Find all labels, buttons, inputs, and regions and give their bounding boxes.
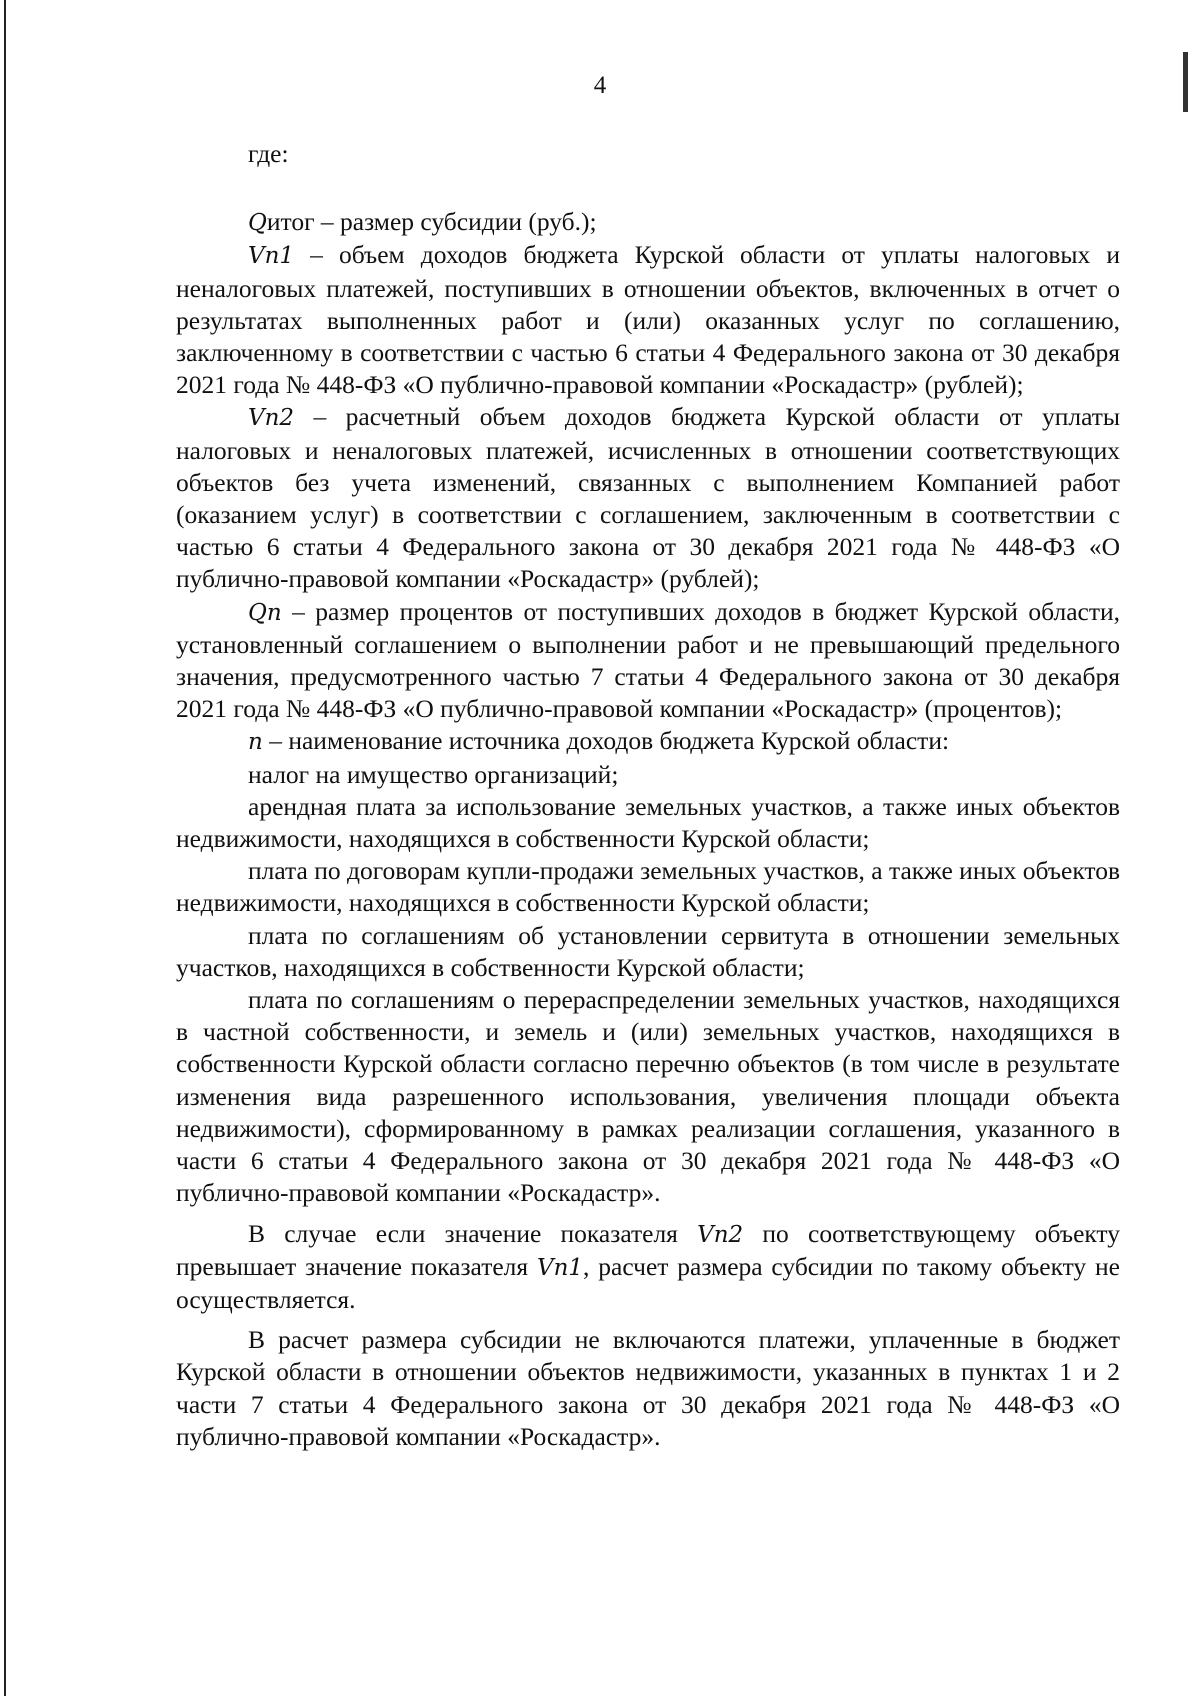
definition-text: – размер субсидии (руб.); bbox=[314, 207, 597, 237]
definition-vn2 bbox=[176, 401, 1120, 595]
income-source-item: плата по договорам купли-продажи земельных участков, а также иных объектов недвижимости, находящихся в собственности Курской области; bbox=[176, 856, 1120, 918]
paragraph-text: , расчет размера субсидии по такому объекту не осуществляется. bbox=[176, 1251, 1120, 1314]
income-source-item: плата по соглашениям о перераспределении земельных участков, находящихся в частной собственности, и земель и (или) земельных участков, находящихся в собственности Курской области согласно перечню объектов (в том числе в результате изменения вида разрешенного использования, увеличения площади объекта недвижимости), сформированному в рамках реализации соглашения, указанного в части 6 статьи 4 Федерального закона от 30 декабря 2021 года № 448-ФЗ «О публично-правовой компании «Роскадастр». bbox=[176, 985, 1120, 1208]
formula-symbol: Vn1 bbox=[536, 1254, 584, 1281]
page-number: 4 bbox=[593, 72, 607, 99]
paragraph-text: по соответствующему объекту превышает значение показателя bbox=[176, 1218, 1120, 1281]
definition-text: – объем доходов бюджета Курской области от уплаты налоговых и неналоговых платежей, поступивших в отношении объектов, включенных в отчет о результатах выполненных работ и (или) оказанных услуг по соглашению, заключенному в соответствии с частью 6 статьи 4 Федерального закона от 30 декабря 2021 года № 448-ФЗ «О публично-правовой компании «Роскадастр» (рублей); bbox=[176, 240, 1120, 400]
formula-symbol: Vn2 bbox=[697, 1221, 744, 1248]
definition-n bbox=[176, 725, 1120, 758]
definition-text: – расчетный объем доходов бюджета Курской области от уплаты налоговых и неналоговых платежей, исчисленных в отношении соответствующих объектов без учета изменений, связанных с выполнением Компанией работ (оказанием услуг) в соответствии с соглашением, заключенным в соответствии с частью 6 статьи 4 Федерального закона от 30 декабря 2021 года № 448-ФЗ «О публично-правовой компании «Роскадастр» (рублей); bbox=[176, 402, 1120, 594]
definition-qn bbox=[176, 596, 1120, 726]
paragraph-text: В случае если значение показателя bbox=[248, 1218, 698, 1248]
formula-symbol: Vn2 bbox=[248, 405, 295, 432]
paragraph-vn-comparison bbox=[176, 1218, 1120, 1317]
formula-symbol: Vn1 bbox=[248, 243, 295, 270]
income-source-item: плата по соглашениям об установлении сервитута в отношении земельных участков, находящихся в собственности Курской области; bbox=[176, 920, 1120, 982]
formula-symbol: Q bbox=[248, 210, 267, 237]
definition-vn1 bbox=[176, 239, 1120, 401]
formula-symbol: Qn bbox=[248, 599, 282, 626]
paragraph-final: В расчет размера субсидии не включаются платежи, уплаченные в бюджет Курской области в отношении объектов недвижимости, указанных в пунктах 1 и 2 части 7 статьи 4 Федерального закона от 30 декабря 2021 года № 448-ФЗ «О публично-правовой компании «Роскадастр». bbox=[176, 1325, 1120, 1451]
scan-edge-line bbox=[4, 0, 6, 1696]
where-label: где: bbox=[248, 139, 289, 168]
income-source-item: арендная плата за использование земельных участков, а также иных объектов недвижимости, находящихся в собственности Курской области; bbox=[176, 791, 1120, 854]
definition-text: – размер процентов от поступивших доходов в бюджет Курской области, установленный соглашением о выполнении работ и не превышающий предельного значения, предусмотренного частью 7 статьи 4 Федерального закона от 30 декабря 2021 года № 448-ФЗ «О публично-правовой компании «Роскадастр» (процентов); bbox=[176, 596, 1120, 724]
formula-symbol-subscript: итог bbox=[266, 207, 315, 237]
document-body bbox=[176, 138, 1120, 1453]
formula-symbol: n bbox=[248, 729, 263, 756]
income-source-item: налог на имущество организаций; bbox=[248, 759, 619, 789]
definition-text: – наименование источника доходов бюджета Курской области: bbox=[262, 726, 950, 756]
definition-q-itog bbox=[176, 206, 1120, 239]
